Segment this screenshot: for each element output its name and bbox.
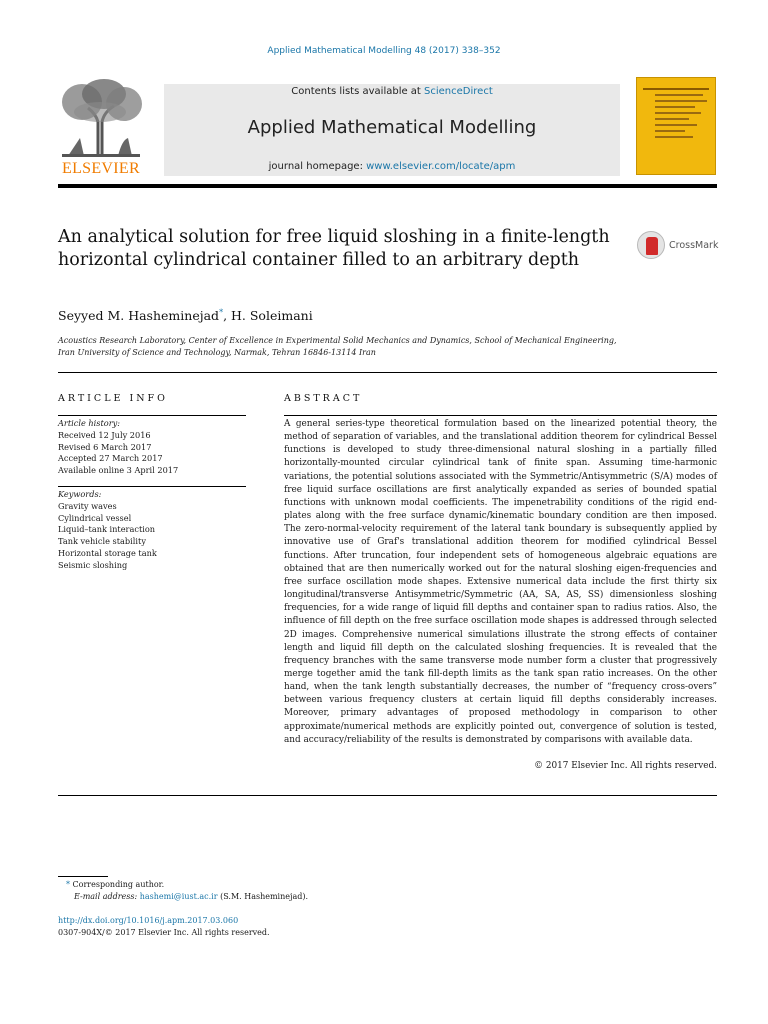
keyword-item: Seismic sloshing [58,559,128,570]
email-owner: (S.M. Hasheminejad). [220,892,309,901]
article-info-rule [58,415,246,416]
contents-prefix: Contents lists available at [291,86,425,97]
keyword-item: Gravity waves [58,500,117,511]
crossmark-bookmark-shape [646,237,658,255]
footnote-mark: * [66,880,70,889]
article-info-heading: ARTICLE INFO [58,393,168,404]
history-item: Accepted 27 March 2017 [58,453,163,464]
elsevier-tree-logo-icon[interactable] [58,78,144,178]
journal-homepage-line [164,161,620,172]
abstract-body: A general series-type theoretical formulation based on the linearized potential theory, the method of separation of variables, and the translational addition theorem for cylindrical Bessel functions is developed to study three-dimensional natural sloshing in a partially filled horizontally-mounted circular cylindrical tank of finite span. Assuming time-harmonic variations, the potential solutions associated with the Symmetric/Antisymmetric (S/A) modes of free liquid surface oscillations are first analytically expanded as series of bounded spatial functions with unknown modal coefficients. The impenetrability conditions of the rigid end-plates along with the free surface dynamic/kinematic boundary condition are then imposed. The zero-normal-velocity requirement of the lateral tank boundary is subsequently applied by innovative use of Graf's translational addition theorem for modified cylindrical Bessel functions. After truncation, four independent sets of homogeneous algebraic equations are obtained that are then numerically worked out for the natural sloshing eigen-frequencies and free surface oscillation mode shapes. Extensive numerical data include the first thirty six longitudinal/transverse Antisymmetric/Symmetric (AA, SA, AS, SS) dimensionless sloshing frequencies, for a wide range of liquid fill depths and container span to radius ratios. Also, the influence of fill depth on the free surface oscillation mode shapes is addressed through selected 2D images. Comprehensive numerical simulations illustrate the strong effects of container length and liquid fill depth on the calculated sloshing frequencies. It is revealed that the frequency branches with the same transverse mode number form a cluster that progressively merge together amid the tank fill-depth limits as the tank span ratio increases. On the other hand, when the tank length substantially decreases, the number of “frequency cross-overs” between various frequency clusters at certain liquid fill depths considerably increases. Moreover, primary advantages of proposed methodology in comparison to other approximate/numerical methods are explicitly pointed out, convergence of solution is tested, and accuracy/reliability of the results is demonstrated by comparisons with available data. [284,419,717,745]
affiliation-line: Acoustics Research Laboratory, Center of Excellence in Experimental Solid Mechanics and Dynamics, School of Mechanical Engineering, [58,336,617,345]
masthead-rule [58,184,717,188]
journal-reference-link[interactable]: Applied Mathematical Modelling 48 (2017) 338–352 [267,46,501,56]
homepage-prefix: journal homepage: [268,161,367,172]
journal-homepage-link[interactable]: www.elsevier.com/locate/apm [366,161,516,172]
history-item: Received 12 July 2016 [58,429,151,440]
history-item: Revised 6 March 2017 [58,441,152,452]
keywords-list [58,489,246,572]
affiliation-line: Iran University of Science and Technology, Narmak, Tehran 16846-13114 Iran [58,348,376,357]
abstract-copyright: © 2017 Elsevier Inc. All rights reserved. [534,761,717,771]
author-1: Seyyed M. Hasheminejad [58,308,220,324]
elsevier-tree-logo-graphic [58,78,144,158]
contents-line [164,86,620,97]
article-history [58,418,246,477]
history-label: Article history: [58,418,120,428]
footnote-rule [58,876,108,877]
history-item: Available online 3 April 2017 [58,465,179,476]
author-2: H. Soleimani [231,308,313,324]
keyword-item: Tank vehicle stability [58,536,146,547]
crossmark-label: CrossMark [669,240,719,251]
section-rule [58,372,717,373]
cover-text-lines [655,94,711,142]
section-rule [58,795,717,796]
abstract-rule [284,415,717,416]
keywords-label: Keywords: [58,489,102,499]
email-footnote [74,892,308,901]
email-label: E-mail address: [74,892,138,901]
cover-stripe [643,88,709,90]
journal-cover-thumbnail-icon[interactable] [636,77,716,175]
publisher-wordmark: ELSEVIER [62,160,140,177]
keyword-item: Cylindrical vessel [58,512,132,523]
issn-line: 0307-904X/© 2017 Elsevier Inc. All rights reserved. [58,928,270,937]
affiliation [58,335,618,359]
author-list [58,308,313,323]
doi-link[interactable]: http://dx.doi.org/10.1016/j.apm.2017.03.060 [58,916,239,925]
paper-title: An analytical solution for free liquid sloshing in a finite-length horizontal cylindrical container filled to an arbitrary depth [58,227,610,270]
abstract-heading: ABSTRACT [284,393,363,404]
journal-title: Applied Mathematical Modelling [247,117,537,138]
email-link[interactable]: hashemi@iust.ac.ir [139,892,218,901]
footnote-text: Corresponding author. [72,880,165,889]
keywords-rule [58,486,246,487]
keyword-item: Liquid–tank interaction [58,524,156,535]
corresponding-author-footnote [66,880,164,889]
author-separator: , [223,308,232,324]
sciencedirect-link[interactable]: ScienceDirect [424,86,493,97]
crossmark-icon [637,231,665,259]
crossmark-button[interactable] [637,231,719,261]
keyword-item: Horizontal storage tank [58,547,157,558]
corresponding-author-mark[interactable]: * [219,308,224,317]
